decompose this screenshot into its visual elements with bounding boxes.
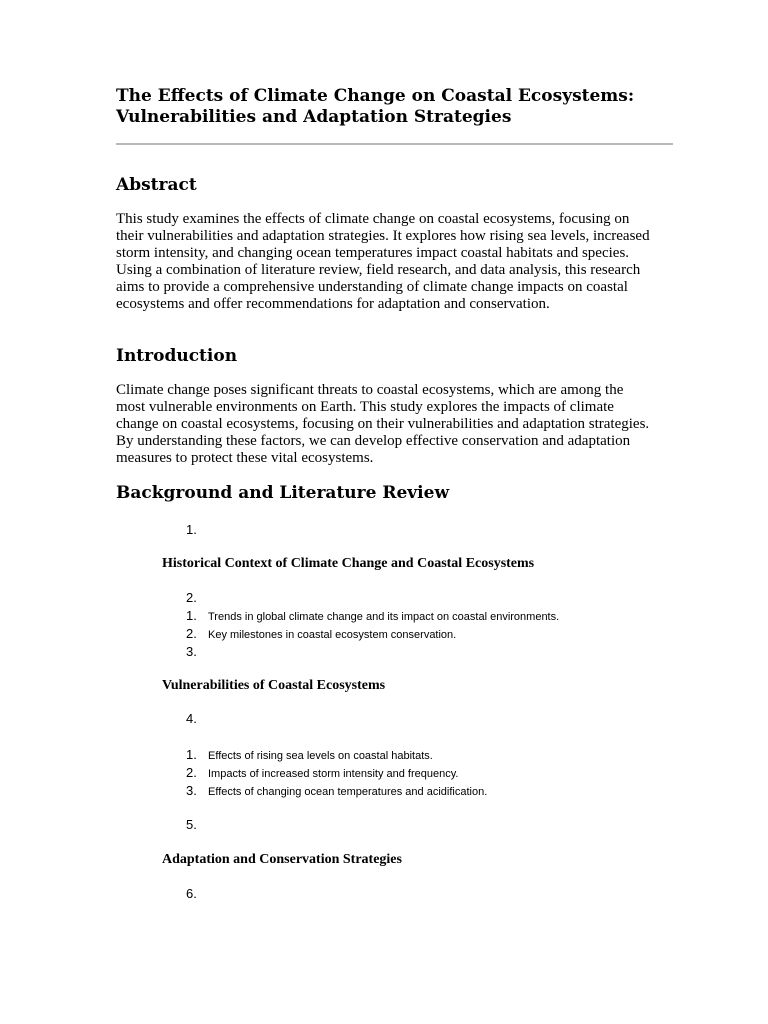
outer-list-number: 1. — [186, 522, 197, 537]
outer-list-number: 6. — [186, 886, 197, 901]
document-title: The Effects of Climate Change on Coastal Ecosystems: Vulnerabilities and Adaptation Strategies — [116, 86, 635, 127]
background-heading: Background and Literature Review — [116, 483, 450, 503]
outer-list-number: 2. — [186, 590, 197, 605]
outer-list-number: 4. — [186, 711, 197, 726]
introduction-heading: Introduction — [116, 346, 238, 366]
list-item: 1. Trends in global climate change and its impact on coastal environments. — [186, 608, 560, 623]
list-item: 1. Effects of rising sea levels on coastal habitats. — [186, 747, 433, 762]
outer-list-number: 3. — [186, 644, 197, 659]
introduction-text: Climate change poses significant threats to coastal ecosystems, which are among the most vulnerable environments on Earth. This study explores the impacts of climate change on coastal ecosystems, focusing on their vulnerabilities and adaptation strategies. By understanding these factors, we can develop effective conservation and adaptation measures to protect these vital ecosystems. — [116, 382, 650, 466]
title-divider — [116, 143, 673, 145]
abstract-heading: Abstract — [116, 175, 197, 195]
section-heading-adaptation: Adaptation and Conservation Strategies — [162, 852, 402, 867]
list-item: 3. Effects of changing ocean temperatures and acidification. — [186, 783, 488, 798]
section-heading-historical: Historical Context of Climate Change and Coastal Ecosystems — [162, 556, 535, 571]
outer-list-number: 5. — [186, 817, 197, 832]
list-item: 2. Key milestones in coastal ecosystem conservation. — [186, 626, 457, 641]
list-item: 2. Impacts of increased storm intensity and frequency. — [186, 765, 459, 780]
section-heading-vulnerabilities: Vulnerabilities of Coastal Ecosystems — [162, 678, 386, 693]
abstract-text: This study examines the effects of climate change on coastal ecosystems, focusing on their vulnerabilities and adaptation strategies. It explores how rising sea levels, increased storm intensity, and changing ocean temperatures impact coastal habitats and species. Using a combination of literature review, field research, and data analysis, this research aims to provide a comprehensive understanding of climate change impacts on coastal ecosystems and offer recommendations for adaptation and conservation. — [116, 211, 650, 312]
